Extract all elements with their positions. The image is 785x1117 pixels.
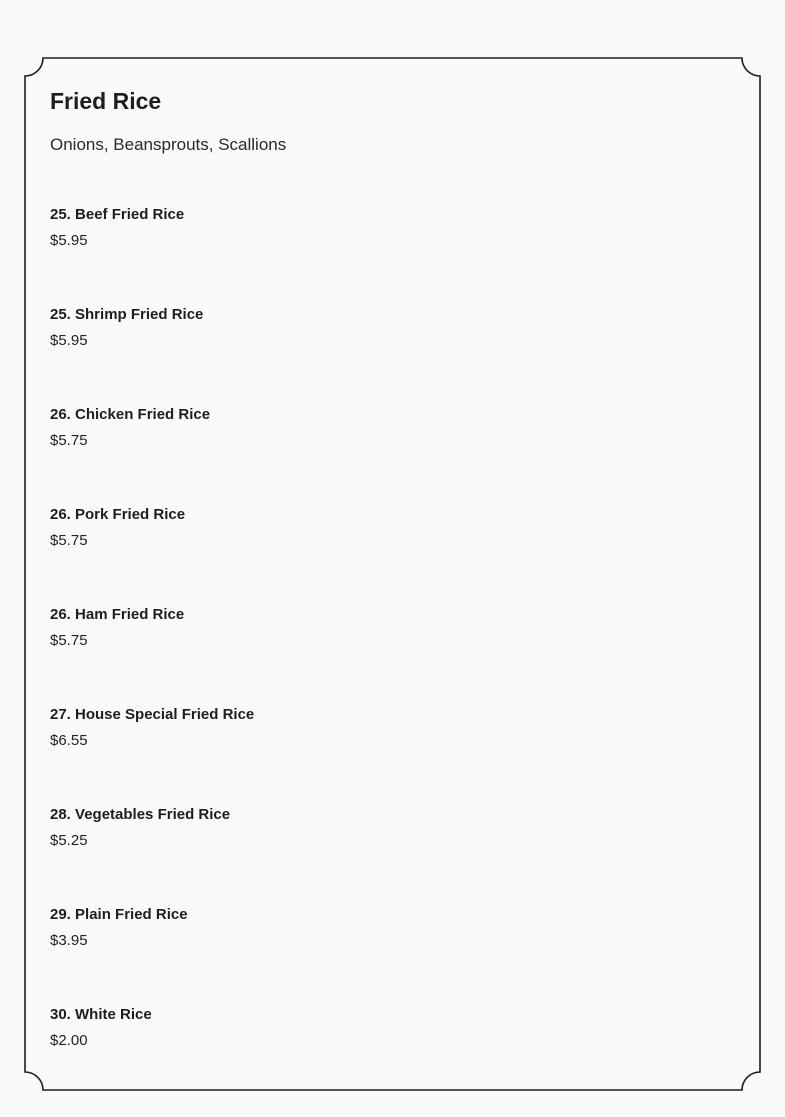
item-name: 26. Chicken Fried Rice (50, 406, 211, 423)
menu-item[interactable] (50, 905, 730, 1005)
item-price: $2.00 (50, 1032, 88, 1049)
menu-item-list (50, 205, 730, 1105)
menu-item[interactable] (50, 805, 730, 905)
item-name: 25. Beef Fried Rice (50, 206, 185, 223)
menu-item[interactable] (50, 605, 730, 705)
menu-item[interactable] (50, 1005, 730, 1105)
item-price: $6.55 (50, 732, 88, 749)
item-name: 27. House Special Fried Rice (50, 706, 255, 723)
menu-item[interactable] (50, 305, 730, 405)
menu-item[interactable] (50, 505, 730, 605)
section-title: Fried Rice (50, 88, 162, 114)
item-price: $5.95 (50, 332, 88, 349)
item-price: $3.95 (50, 932, 88, 949)
item-price: $5.25 (50, 832, 88, 849)
menu-item[interactable] (50, 405, 730, 505)
menu-item[interactable] (50, 205, 730, 305)
menu-item[interactable] (50, 705, 730, 805)
item-price: $5.75 (50, 632, 88, 649)
item-price: $5.75 (50, 532, 88, 549)
section-description: Onions, Beansprouts, Scallions (50, 135, 287, 154)
item-price: $5.95 (50, 232, 88, 249)
item-name: 26. Ham Fried Rice (50, 606, 185, 623)
item-name: 26. Pork Fried Rice (50, 506, 186, 523)
item-name: 30. White Rice (50, 1006, 152, 1023)
menu-section (50, 86, 730, 1049)
item-name: 25. Shrimp Fried Rice (50, 306, 204, 323)
item-name: 29. Plain Fried Rice (50, 906, 188, 923)
item-name: 28. Vegetables Fried Rice (50, 806, 231, 823)
item-price: $5.75 (50, 432, 88, 449)
